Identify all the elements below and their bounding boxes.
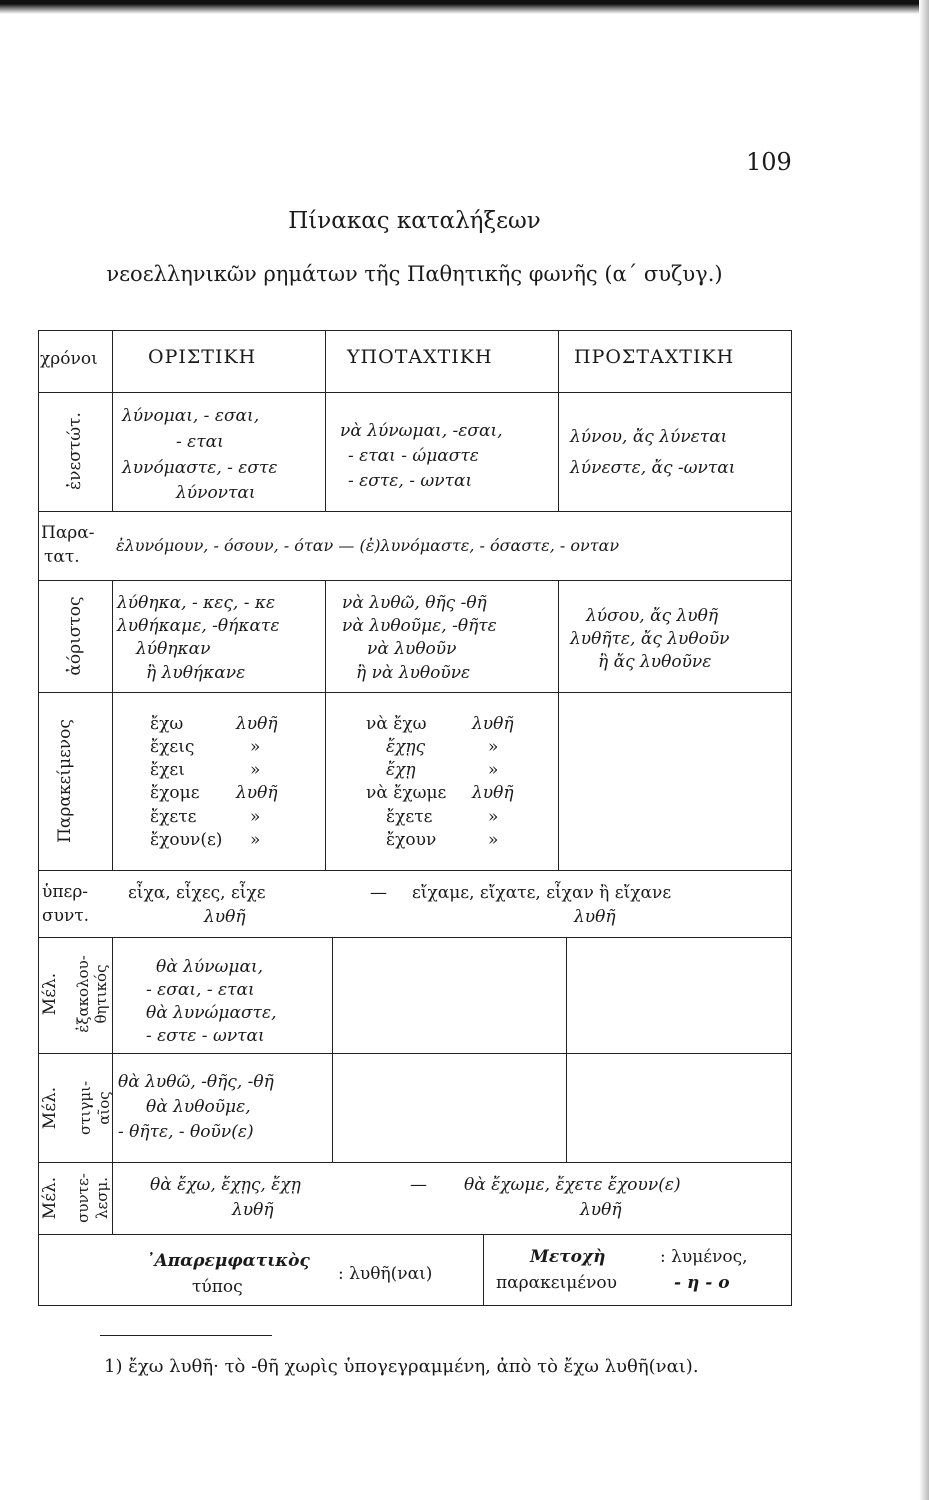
- present-ind-3: λυνόμαστε, - εστε: [122, 458, 278, 478]
- present-imp-1: λύνου, ἄς λύνεται: [570, 427, 728, 447]
- perfect-ind-aux-4: ἔχομε: [150, 783, 200, 803]
- pluperfect-dash: —: [370, 883, 387, 903]
- future-perfect-forms-b: θὰ ἔχωμε, ἔχετε ἔχουν(ε): [464, 1175, 681, 1195]
- aorist-imp-1: λύσου, ἄς λυθῆ: [586, 606, 719, 626]
- future-cont-label-1: Μέλ.: [40, 972, 60, 1016]
- perfect-sub-aux-3: ἔχῃ: [386, 760, 416, 780]
- perfect-ind-part-3: »: [250, 760, 261, 780]
- pluperfect-label-1: ὑπερ-: [42, 882, 89, 902]
- perfect-ind-part-5: »: [250, 807, 261, 827]
- future-perfect-label-2: συντε-: [74, 1173, 92, 1223]
- header-imperative: ΠΡΟΣΤΑΧΤΙΚΗ: [574, 346, 735, 368]
- perfect-label: Παρακείμενος: [55, 719, 75, 843]
- present-sub-3: - εστε, - ωνται: [348, 471, 473, 491]
- perfect-ind-part-1: λυθῆ: [236, 714, 278, 734]
- pluperfect-label-2: συντ.: [42, 906, 90, 926]
- pluperfect-forms-b: εἴχαμε, εἴχατε, εἶχαν ἢ εἴχανε: [412, 883, 672, 903]
- perfect-ind-aux-2: ἔχεις: [150, 737, 195, 757]
- aorist-sub-2: νὰ λυθοῦμε, -θῆτε: [342, 616, 497, 636]
- participle-label-1: Μετοχὴ: [530, 1247, 606, 1267]
- imperfect-label-1: Παρα-: [41, 523, 95, 543]
- future-perfect-dash: —: [410, 1175, 427, 1195]
- aorist-ind-2: λυθήκαμε, -θήκατε: [117, 616, 280, 636]
- perfect-sub-part-4: λυθῆ: [472, 783, 514, 803]
- future-perfect-participle-b: λυθῆ: [580, 1200, 622, 1220]
- present-imp-2: λύνεστε, ἄς -ωνται: [570, 458, 736, 478]
- infinitive-value: : λυθῆ(ναι): [338, 1264, 433, 1284]
- perfect-ind-part-6: »: [250, 830, 261, 850]
- perfect-sub-part-5: »: [488, 807, 499, 827]
- future-cont-ind-1: θὰ λύνωμαι,: [156, 957, 264, 977]
- future-simple-ind-3: - θῆτε, - θοῦν(ε): [118, 1122, 254, 1142]
- future-simple-label-3: αῖος: [95, 1091, 113, 1125]
- present-sub-2: - εται - ώμαστε: [348, 446, 479, 466]
- future-simple-label-1: Μέλ.: [40, 1086, 60, 1130]
- pluperfect-forms-a: εἶχα, εἶχες, εἶχε: [128, 883, 266, 903]
- participle-label-2: παρακειμένου: [496, 1273, 617, 1293]
- pluperfect-participle-a: λυθῆ: [204, 907, 246, 927]
- future-cont-label-3: θητικός: [92, 964, 110, 1024]
- future-cont-ind-2: - εσαι, - εται: [146, 980, 255, 1000]
- infinitive-label-2: τύπος: [192, 1277, 243, 1297]
- participle-value-2: - η - ο: [674, 1273, 730, 1293]
- perfect-sub-part-3: »: [488, 760, 499, 780]
- future-cont-label-2: ἐξακολου-: [74, 955, 92, 1033]
- aorist-sub-3: νὰ λυθοῦν: [367, 639, 457, 659]
- scan-right-edge: [919, 0, 929, 1500]
- perfect-sub-aux-6: ἔχουν: [386, 830, 437, 850]
- aorist-ind-4: ἢ λυθήκανε: [146, 663, 246, 683]
- imperfect-label-2: τατ.: [44, 547, 80, 567]
- perfect-sub-aux-2: ἔχῃς: [386, 737, 426, 757]
- scan-top-edge: [0, 0, 929, 14]
- present-ind-2: - εται: [176, 432, 224, 452]
- header-indicative: ΟΡΙΣΤΙΚΗ: [148, 346, 257, 368]
- footnote-rule: [100, 1335, 272, 1336]
- perfect-ind-aux-5: ἔχετε: [150, 807, 197, 827]
- footnote: 1) ἔχω λυθῆ· τὸ -θῆ χωρὶς ὑπογεγραμμένη, ἀπὸ τὸ ἔχω λυθῆ(ναι).: [104, 1356, 699, 1377]
- future-perfect-participle-a: λυθῆ: [232, 1200, 274, 1220]
- future-cont-ind-4: - εστε - ωνται: [146, 1026, 265, 1046]
- perfect-sub-aux-4: νὰ ἔχωμε: [366, 783, 447, 803]
- header-subjunctive: ΥΠΟΤΑΧΤΙΚΗ: [347, 346, 493, 368]
- present-ind-4: λύνονται: [176, 483, 256, 503]
- infinitive-label-1: ᾿Απαρεμφατικὸς: [146, 1251, 310, 1271]
- aorist-imp-3: ἢ ἄς λυθοῦνε: [598, 652, 712, 672]
- perfect-ind-aux-3: ἔχει: [150, 760, 185, 780]
- aorist-label: ἀόριστος: [65, 596, 85, 676]
- aorist-sub-4: ἢ νὰ λυθοῦνε: [356, 663, 471, 683]
- future-perfect-forms-a: θὰ ἔχω, ἔχῃς, ἔχῃ: [150, 1175, 301, 1195]
- perfect-sub-part-1: λυθῆ: [472, 714, 514, 734]
- participle-value-1: : λυμένος,: [660, 1247, 748, 1267]
- present-sub-1: νὰ λύνωμαι, -εσαι,: [340, 421, 503, 441]
- future-simple-label-2: στιγμι-: [76, 1080, 94, 1136]
- perfect-sub-aux-5: ἔχετε: [386, 807, 433, 827]
- future-simple-ind-1: θὰ λυθῶ, -θῆς, -θῆ: [118, 1072, 274, 1092]
- future-cont-ind-3: θὰ λυνώμαστε,: [146, 1003, 277, 1023]
- aorist-ind-3: λύθηκαν: [136, 639, 211, 659]
- aorist-ind-1: λύθηκα, - κες, - κε: [117, 593, 276, 613]
- aorist-sub-1: νὰ λυθῶ, θῆς -θῆ: [342, 593, 487, 613]
- page-number: 109: [746, 148, 792, 176]
- perfect-sub-part-6: »: [488, 830, 499, 850]
- perfect-sub-part-2: »: [488, 737, 499, 757]
- perfect-ind-aux-1: ἔχω: [150, 714, 184, 734]
- future-perfect-label-3: λεσμ.: [93, 1176, 111, 1220]
- present-ind-1: λύνομαι, - εσαι,: [122, 406, 260, 426]
- future-perfect-label-1: Μέλ.: [40, 1176, 60, 1220]
- perfect-sub-aux-1: νὰ ἔχω: [366, 714, 427, 734]
- pluperfect-participle-b: λυθῆ: [574, 907, 616, 927]
- perfect-ind-part-4: λυθῆ: [236, 783, 278, 803]
- perfect-ind-part-2: »: [250, 737, 261, 757]
- imperfect-forms: ἐλυνόμουν, - όσουν, - όταν — (ἐ)λυνόμαστε, - όσαστε, - ονταν: [116, 536, 620, 555]
- page-subtitle: νεοελληνικῶν ρημάτων τῆς Παθητικῆς φωνῆς (α΄ συζυγ.): [106, 262, 723, 286]
- future-simple-ind-2: θὰ λυθοῦμε,: [146, 1097, 251, 1117]
- present-label: ἐνεστώτ.: [65, 412, 85, 490]
- header-tense: χρόνοι: [40, 349, 98, 369]
- page-title: Πίνακας καταλήξεων: [288, 208, 541, 234]
- aorist-imp-2: λυθῆτε, ἄς λυθοῦν: [570, 629, 730, 649]
- perfect-ind-aux-6: ἔχουν(ε): [150, 830, 223, 850]
